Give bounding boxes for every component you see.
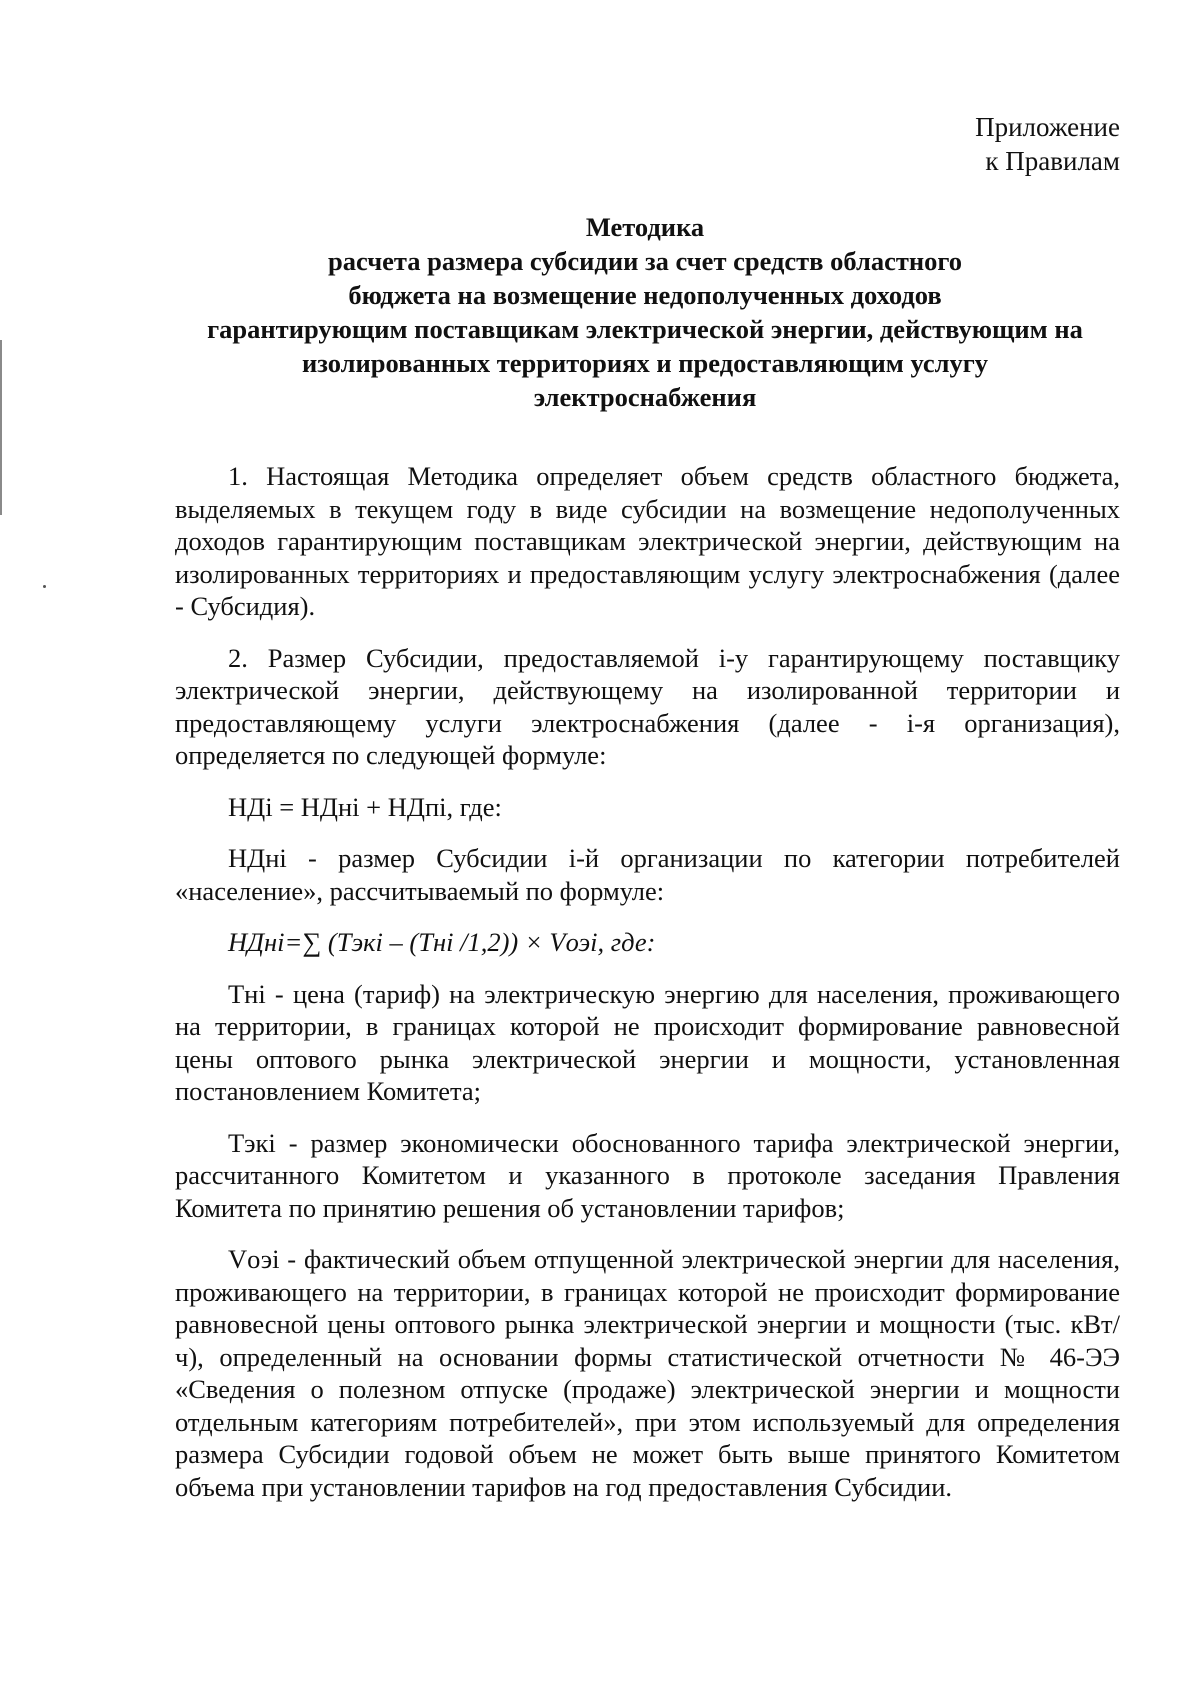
formula-total: НДi = НДнi + НДпi, где: <box>228 791 502 822</box>
paragraph-1: 1. Настоящая Методика определяет объем средств областного бюджета, выделяемых в текущем году в виде субсидии на возмещение недополученных доходов гарантирующим поставщикам электрической энергии, действующим на изолированных территориях и предоставляющим услугу электроснабжения (далее - Субсидия). <box>175 461 1120 621</box>
title-line-3: бюджета на возмещение недополученных доходов <box>348 280 942 310</box>
appendix-note <box>975 110 1120 178</box>
title-line-1: Методика <box>585 212 705 242</box>
scan-edge-mark <box>0 340 2 515</box>
paragraph-3: НДнi - размер Субсидии i-й организации по категории потребителей «население», рассчитываемый по формуле: <box>175 843 1120 906</box>
scan-dot-mark <box>43 585 46 588</box>
paragraph-2: 2. Размер Субсидии, предоставляемой i-у гарантирующему поставщику электрической энергии, действующему на изолированной территории и предоставляющему услуги электроснабжения (далее - i-я организация), определяется по следующей формуле: <box>175 642 1120 770</box>
document-body <box>175 460 1120 1522</box>
paragraph-5: Тэкi - размер экономически обоснованного тарифа электрической энергии, рассчитанного Комитетом и указанного в протоколе заседания Правления Комитета по принятию решения об установлении тарифов; <box>175 1127 1120 1223</box>
title-line-4: гарантирующим поставщикам электрической энергии, действующим на <box>207 314 1083 344</box>
title-line-2: расчета размера субсидии за счет средств областного <box>327 246 962 276</box>
title-line-5: изолированных территориях и предоставляющим услугу <box>301 348 989 378</box>
appendix-line-1: Приложение <box>975 112 1120 142</box>
paragraph-6: Vоэi - фактический объем отпущенной электрической энергии для населения, проживающего на территории, в границах которой не происходит формирование равновесной цены оптового рынка электрической энергии и мощности (тыс. кВт/ч), определенный на основании формы статистической отчетности № 46-ЭЭ «Сведения о полезном отпуске (продаже) электрической энергии и мощности отдельным категориям потребителей», при этом используемый для определения размера Субсидии годовой объем не может быть выше принятого Комитетом объема при установлении тарифов на год предоставления Субсидии. <box>175 1244 1120 1502</box>
formula-population: НДнi=∑ (Тэкi – (Тнi /1,2)) × Vоэi, где: <box>228 927 656 957</box>
appendix-line-2: к Правилам <box>985 146 1120 176</box>
paragraph-4: Тнi - цена (тариф) на электрическую энергию для населения, проживающего на территории, в границах которой не происходит формирование равновесной цены оптового рынка электрической энергии и мощности, установленная постановлением Комитета; <box>175 978 1120 1106</box>
title-line-6: электроснабжения <box>533 382 757 412</box>
document-title <box>175 210 1115 414</box>
